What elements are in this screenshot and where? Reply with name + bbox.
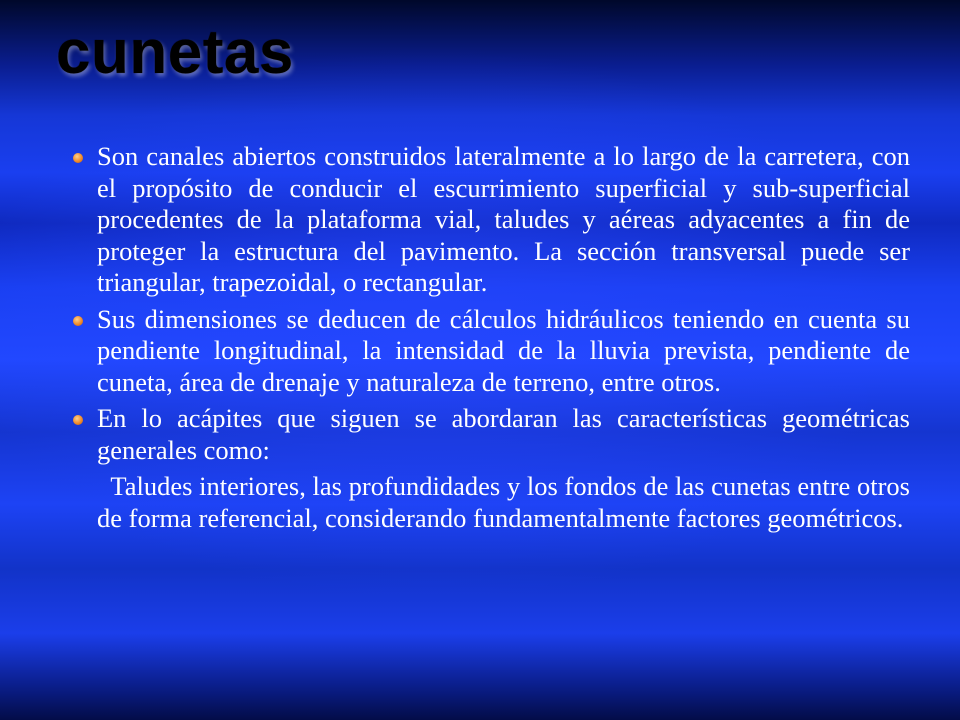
bullet-item-1: Son canales abiertos construidos lateralmente a lo largo de la carretera, con el propósito de conducir el escurrimiento superficial y sub-superficial procedentes de la plataforma vial, taludes y aéreas adyacentes a fin de proteger la estructura del pavimento. La sección transversal puede ser triangular, trapezoidal, o rectangular.	[70, 141, 910, 299]
bullet-item-3: En lo acápites que siguen se abordaran las características geométricas generales como:	[70, 403, 910, 466]
continuation-paragraph: Taludes interiores, las profundidades y los fondos de las cunetas entre otros de forma referencial, considerando fundamentalmente factores geométricos.	[97, 471, 917, 533]
slide-title: cunetas	[56, 18, 294, 87]
bullet-item-2: Sus dimensiones se deducen de cálculos hidráulicos teniendo en cuenta su pendiente longitudinal, la intensidad de la lluvia prevista, pendiente de cuneta, área de drenaje y naturaleza de terreno, entre otros.	[70, 304, 910, 399]
slide-body	[70, 141, 917, 539]
